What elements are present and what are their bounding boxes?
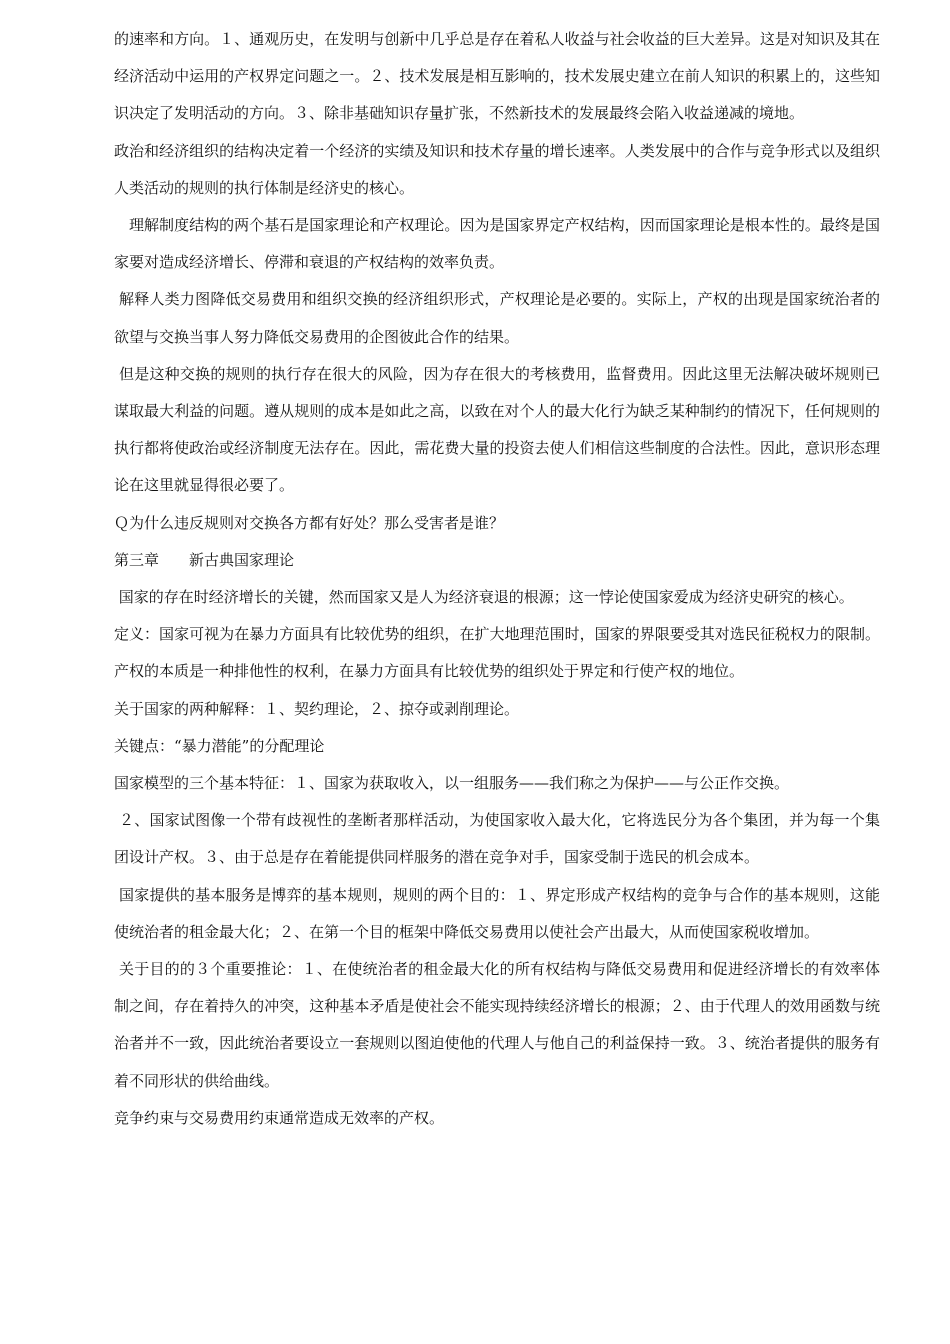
paragraph-basic-services: 国家提供的基本服务是博弈的基本规则，规则的两个目的：１、界定形成产权结构的竞争与合作的基本规则，这能使统治者的租金最大化；２、在第一个目的框架中降低交易费用以使社会产出最大，从而使国家税收增加。 — [114, 885, 880, 941]
document-page — [114, 21, 880, 1137]
paragraph-tech-history: 的速率和方向。１、通观历史，在发明与创新中几乎总是存在着私人收益与社会收益的巨大差异。这是对知识及其在经济活动中运用的产权界定问题之一。２、技术发展是相互影响的，技术发展史建立在前人知识的积累上的，这些知识决定了发明活动的方向。３、除非基础知识存量扩张，不然新技术的发展最终会陷入收益递减的境地。 — [114, 30, 880, 123]
paragraph-two-explanations: 关于国家的两种解释：１、契约理论，２、掠夺或剥削理论。 — [114, 699, 520, 718]
paragraph-key-point: 关键点：“暴力潜能”的分配理论 — [114, 736, 325, 755]
paragraph-state-model-features: 国家模型的三个基本特征：１、国家为获取收入，以一组服务——我们称之为保护——与公正作交换。 — [114, 774, 790, 793]
paragraph-political-economic-organization: 政治和经济组织的结构决定着一个经济的实绩及知识和技术存量的增长速率。人类发展中的合作与竞争形式以及组织人类活动的规则的执行体制是经济史的核心。 — [114, 141, 880, 197]
paragraph-question: Ｑ为什么违反规则对交换各方都有好处？那么受害者是谁？ — [114, 513, 505, 532]
paragraph-state-paradox: 国家的存在时经济增长的关键，然而国家又是人为经济衰退的根源；这一悖论使国家爱成为经济史研究的核心。 — [114, 588, 854, 607]
paragraph-state-definition: 定义：国家可视为在暴力方面具有比较优势的组织，在扩大地理范围时，国家的界限要受其对选民征税权力的限制。产权的本质是一种排他性的权利，在暴力方面具有比较优势的组织处于界定和行使产权的地位。 — [114, 625, 880, 681]
chapter-heading: 第三章 新古典国家理论 — [114, 550, 295, 569]
paragraph-institutional-cornerstones: 理解制度结构的两个基石是国家理论和产权理论。因为是国家界定产权结构，因而国家理论是根本性的。最终是国家要对造成经济增长、停滞和衰退的产权结构的效率负责。 — [114, 216, 880, 272]
paragraph-conclusion: 竞争约束与交易费用约束通常造成无效率的产权。 — [114, 1108, 445, 1127]
paragraph-property-rights-theory: 解释人类力图降低交易费用和组织交换的经济组织形式，产权理论是必要的。实际上，产权的出现是国家统治者的欲望与交换当事人努力降低交易费用的企图彼此合作的结果。 — [114, 290, 880, 346]
paragraph-three-inferences: 关于目的的３个重要推论：１、在使统治者的租金最大化的所有权结构与降低交易费用和促进经济增长的有效率体制之间，存在着持久的冲突，这种基本矛盾是使社会不能实现持续经济增长的根源；２、由于代理人的效用函数与统治者并不一致，因此统治者要设立一套规则以图迫使他的代理人与他自己的利益保持一致。３、统治者提供的服务有着不同形状的供给曲线。 — [114, 960, 880, 1090]
paragraph-state-model-features-cont: ２、国家试图像一个带有歧视性的垄断者那样活动，为使国家收入最大化，它将选民分为各个集团，并为每一个集团设计产权。３、由于总是存在着能提供同样服务的潜在竞争对手，国家受制于选民的机会成本。 — [114, 811, 880, 867]
paragraph-rule-enforcement-risk: 但是这种交换的规则的执行存在很大的风险，因为存在很大的考核费用，监督费用。因此这里无法解决破坏规则已谋取最大利益的问题。遵从规则的成本是如此之高，以致在对个人的最大化行为缺乏某种制约的情况下，任何规则的执行都将使政治或经济制度无法存在。因此，需花费大量的投资去使人们相信这些制度的合法性。因此，意识形态理论在这里就显得很必要了。 — [114, 364, 880, 495]
